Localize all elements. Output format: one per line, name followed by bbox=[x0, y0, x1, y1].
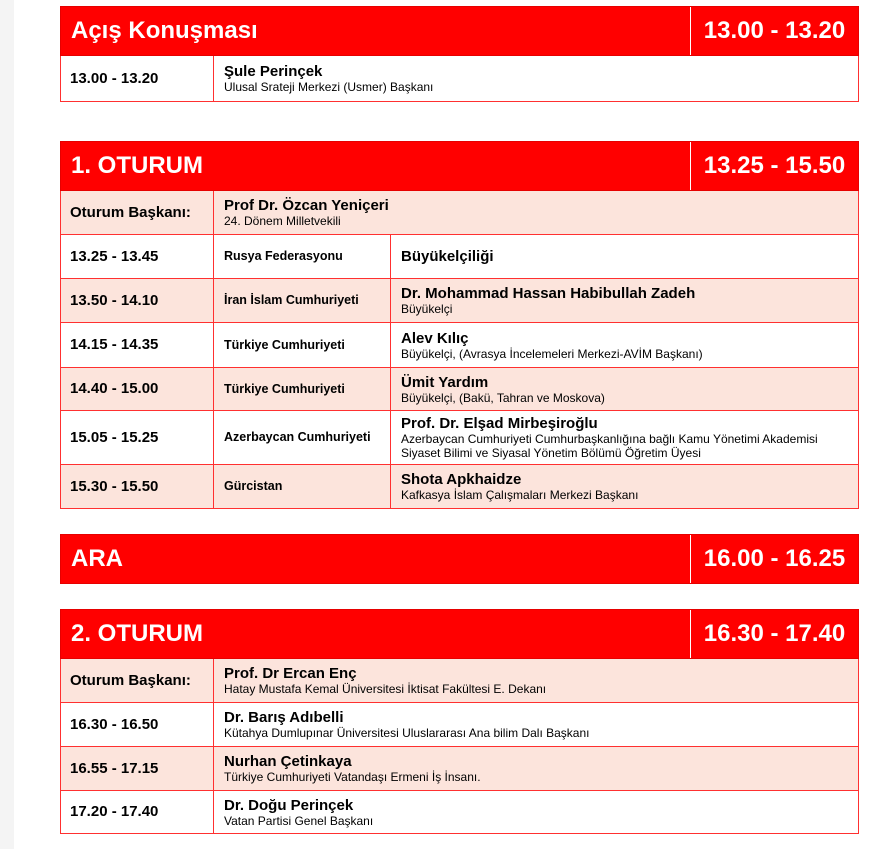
table-row bbox=[60, 747, 859, 791]
row-time: 16.55 - 17.15 bbox=[61, 747, 214, 790]
speaker-name: Nurhan Çetinkaya bbox=[224, 753, 352, 770]
row-time: 13.25 - 13.45 bbox=[61, 235, 214, 278]
table-row bbox=[60, 368, 859, 411]
chair-row bbox=[60, 659, 859, 703]
speaker-name: Dr. Barış Adıbelli bbox=[224, 709, 344, 726]
chair-name: Prof. Dr Ercan Enç bbox=[224, 665, 357, 682]
speaker-desc: Kütahya Dumlupınar Üniversitesi Uluslararası Ana bilim Dalı Başkanı bbox=[224, 726, 590, 740]
section-time: 16.00 - 16.25 bbox=[690, 535, 858, 583]
section-time: 13.25 - 15.50 bbox=[690, 142, 858, 190]
chair-name: Prof Dr. Özcan Yeniçeri bbox=[224, 197, 389, 214]
speaker-desc: Vatan Partisi Genel Başkanı bbox=[224, 813, 374, 828]
row-time: 14.40 - 15.00 bbox=[61, 368, 214, 410]
session2-header bbox=[60, 609, 859, 659]
row-country: Azerbaycan Cumhuriyeti bbox=[214, 411, 391, 464]
break-section bbox=[60, 534, 859, 584]
row-country: Gürcistan bbox=[214, 465, 391, 508]
section-time: 13.00 - 13.20 bbox=[690, 7, 858, 55]
row-time: 17.20 - 17.40 bbox=[61, 791, 214, 833]
speaker-name: Prof. Dr. Elşad Mirbeşiroğlu bbox=[401, 415, 598, 432]
section-time: 16.30 - 17.40 bbox=[690, 610, 858, 658]
session2-section bbox=[60, 609, 859, 834]
row-country: İran İslam Cumhuriyeti bbox=[214, 279, 391, 322]
speaker-name: Shota Apkhaidze bbox=[401, 471, 522, 488]
row-time: 14.15 - 14.35 bbox=[61, 323, 214, 367]
speaker-desc: Türkiye Cumhuriyeti Vatandaşı Ermeni İş İnsanı. bbox=[224, 770, 481, 784]
session1-header bbox=[60, 141, 859, 191]
speaker-desc: Büyükelçi, (Avrasya İncelemeleri Merkezi-AVİM Başkanı) bbox=[401, 346, 703, 361]
table-row bbox=[60, 323, 859, 368]
speaker-desc: Azerbaycan Cumhuriyeti Cumhurbaşkanlığına bağlı Kamu Yönetimi Akademisi Siyaset Bilimi ve Siyasal Yönetim Bölümü Öğretim Üyesi bbox=[401, 432, 818, 460]
speaker-desc: Büyükelçi bbox=[401, 302, 453, 316]
row-time: 15.05 - 15.25 bbox=[61, 411, 214, 464]
section-title: 2. OTURUM bbox=[71, 620, 203, 647]
row-time: 13.50 - 14.10 bbox=[61, 279, 214, 322]
speaker-name: Alev Kılıç bbox=[401, 329, 469, 347]
speaker-desc: Kafkasya İslam Çalışmaları Merkezi Başkanı bbox=[401, 488, 639, 502]
speaker-name: Büyükelçiliği bbox=[401, 248, 494, 265]
speaker-name: Şule Perinçek bbox=[224, 63, 323, 80]
speaker-name: Ümit Yardım bbox=[401, 373, 489, 391]
break-header bbox=[60, 534, 859, 584]
chair-label: Oturum Başkanı: bbox=[61, 191, 214, 234]
speaker-desc: Ulusal Srateji Merkezi (Usmer) Başkanı bbox=[224, 80, 434, 94]
chair-desc: Hatay Mustafa Kemal Üniversitesi İktisat Fakültesi E. Dekanı bbox=[224, 682, 547, 696]
chair-row bbox=[60, 191, 859, 235]
table-row bbox=[60, 56, 859, 102]
table-row bbox=[60, 235, 859, 279]
row-time: 15.30 - 15.50 bbox=[61, 465, 214, 508]
chair-label: Oturum Başkanı: bbox=[61, 659, 214, 702]
section-title: 1. OTURUM bbox=[71, 152, 203, 179]
row-time: 16.30 - 16.50 bbox=[61, 703, 214, 746]
row-time: 13.00 - 13.20 bbox=[61, 56, 214, 101]
speaker-name: Dr. Mohammad Hassan Habibullah Zadeh bbox=[401, 285, 696, 302]
section-title: Açış Konuşması bbox=[71, 17, 258, 44]
session1-section bbox=[60, 141, 859, 509]
table-row bbox=[60, 791, 859, 834]
row-country: Rusya Federasyonu bbox=[214, 235, 391, 278]
table-row bbox=[60, 703, 859, 747]
opening-section bbox=[60, 6, 859, 102]
table-row bbox=[60, 411, 859, 465]
speaker-desc: Büyükelçi, (Bakü, Tahran ve Moskova) bbox=[401, 390, 605, 405]
section-title: ARA bbox=[71, 545, 123, 572]
opening-header bbox=[60, 6, 859, 56]
left-margin bbox=[0, 0, 14, 849]
row-country: Türkiye Cumhuriyeti bbox=[214, 323, 391, 367]
chair-desc: 24. Dönem Milletvekili bbox=[224, 214, 341, 228]
row-country: Türkiye Cumhuriyeti bbox=[214, 368, 391, 410]
table-row bbox=[60, 279, 859, 323]
table-row bbox=[60, 465, 859, 509]
speaker-name: Dr. Doğu Perinçek bbox=[224, 796, 354, 814]
